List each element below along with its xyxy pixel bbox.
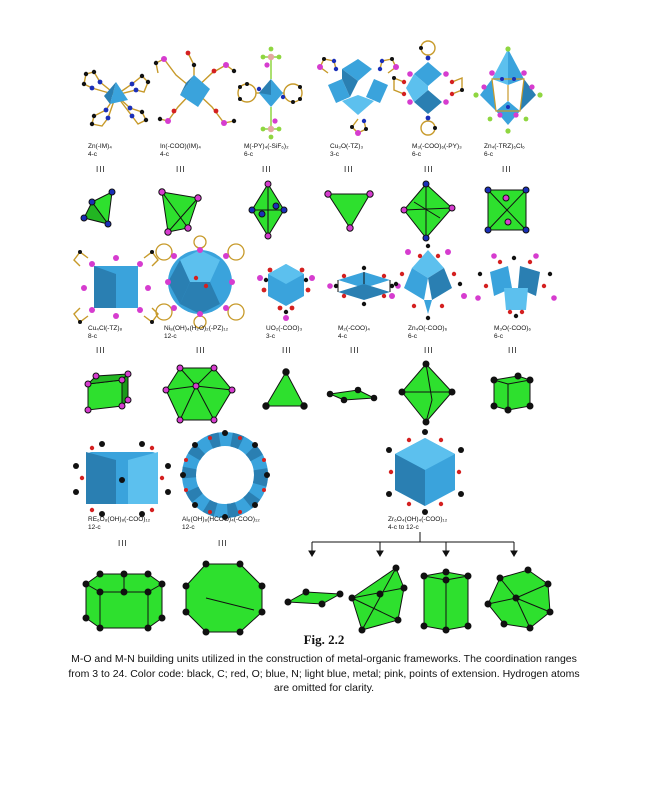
square-plane-2 [285,589,343,607]
square-plane-1 [327,387,377,403]
arrow-separator: III [176,165,186,174]
hexagonal-prism [83,571,165,631]
structure-ni8-oh4-h2o2-pz12 [150,236,250,328]
structure-zn4-trz6-cl6 [462,45,554,135]
octahedron-3 [485,187,529,233]
arrow-separator: III [118,539,128,548]
structure-al8-oh8 [180,430,270,520]
polyhedra-row-2 [0,360,648,432]
cube-2 [421,569,471,633]
unit-al8-oh8 [180,430,272,520]
unit-m3o-coo6 [470,252,562,316]
structure-cu4cl-tz8 [70,248,162,326]
branching-arrows [0,530,648,560]
unit-zn-im4 [70,60,162,130]
distorted-octahedron [349,565,407,633]
arrow-separator: III [350,346,360,355]
formula-label: M₃(-COO)₆(-PY)₃ 6-c [412,143,462,158]
octagonal-prism [183,561,265,635]
arrow-separator: III [424,165,434,174]
formula-label: Ni₈(OH)₄(H₂O)₂(-PZ)₁₂ 12-c [164,325,229,340]
formula-label: UO₂(-COO)₃ 3-c [266,325,303,340]
formula-label: Zr₆O₄(OH)₄(-COO)₁₂ 4-c to 12-c [388,516,448,531]
formula-label: M(-PY)₄(-SiF₆)₂ 6-c [244,143,289,158]
arrow-separator: III [508,346,518,355]
unit-zn4-trz6-cl6 [462,45,554,135]
formula-label: Al₈(OH)₈(HCOO)₄(-COO)₁₂ 12-c [182,516,260,531]
octahedron-4 [399,361,455,425]
formula-label: Zn(-IM)₄ 4-c [88,143,112,158]
octahedron-1 [249,181,287,239]
formula-label: Cu₃O(-TZ)₃ 3-c [330,143,364,158]
arrow-separator: III [96,346,106,355]
structure-zn-im4 [70,60,162,130]
arrow-separator: III [282,346,292,355]
figure-number: Fig. 2.2 [303,632,345,647]
triangle-2 [263,369,307,409]
polyhedra-row-3 [0,560,648,635]
formula-label: Zn₄(-TRZ)₆Cl₆ 6-c [484,143,525,158]
tetrahedron-1 [81,189,115,227]
tetrahedron-2 [159,189,201,235]
structure-m-py4-sif6 [225,45,317,140]
arrow-separator: III [96,165,106,174]
formula-label: M₂(-COO)₄ 4-c [338,325,370,340]
arrow-separator: III [218,539,228,548]
structure-zn4o-coo6 [382,244,474,320]
formula-label: Zn₄O(-COO)₆ 6-c [408,325,448,340]
structure-zr6o4-oh4 [385,430,465,514]
structure-m3o-coo6 [470,252,562,316]
unit-zr6o4-oh4 [385,430,477,514]
arrow-separator: III [502,165,512,174]
unit-ni8-oh4-h2o2-pz12 [150,236,242,328]
formula-label: RE₆O₈(OH)₈(-COO)₁₂ 12-c [88,516,151,531]
arrow-separator: III [424,346,434,355]
triangle-1 [325,191,373,231]
arrow-separator: III [196,346,206,355]
figure-caption: M-O and M-N building units utilized in the construction of metal-organic frameworks. The coordination ranges from 3 to 24. Color code: black, C; red, O; blue, N; light blue, metal; pink, points of extension. Hydrogen atoms are omitted for clarity. [68,653,580,694]
arrow-separator: III [262,165,272,174]
cube-1 [85,371,131,413]
cuboctahedron-2 [485,567,553,631]
structure-re6o8 [72,440,172,518]
polyhedra-row-1 [0,180,648,245]
formula-label: In(-COO)(IM)₄ 4-c [160,143,201,158]
cuboctahedron-1 [163,365,235,423]
octahedron-2 [401,181,455,241]
formula-label: M₃O(-COO)₆ 6-c [494,325,532,340]
prism-1 [491,373,533,413]
formula-label: Cu₄Cl(-TZ)₈ 8-c [88,325,123,340]
arrow-separator: III [344,165,354,174]
unit-cu4cl-tz8 [70,248,162,326]
unit-re6o8 [72,440,164,518]
unit-zn4o-coo6 [382,244,474,320]
unit-m-py4-sif6 [225,45,317,140]
